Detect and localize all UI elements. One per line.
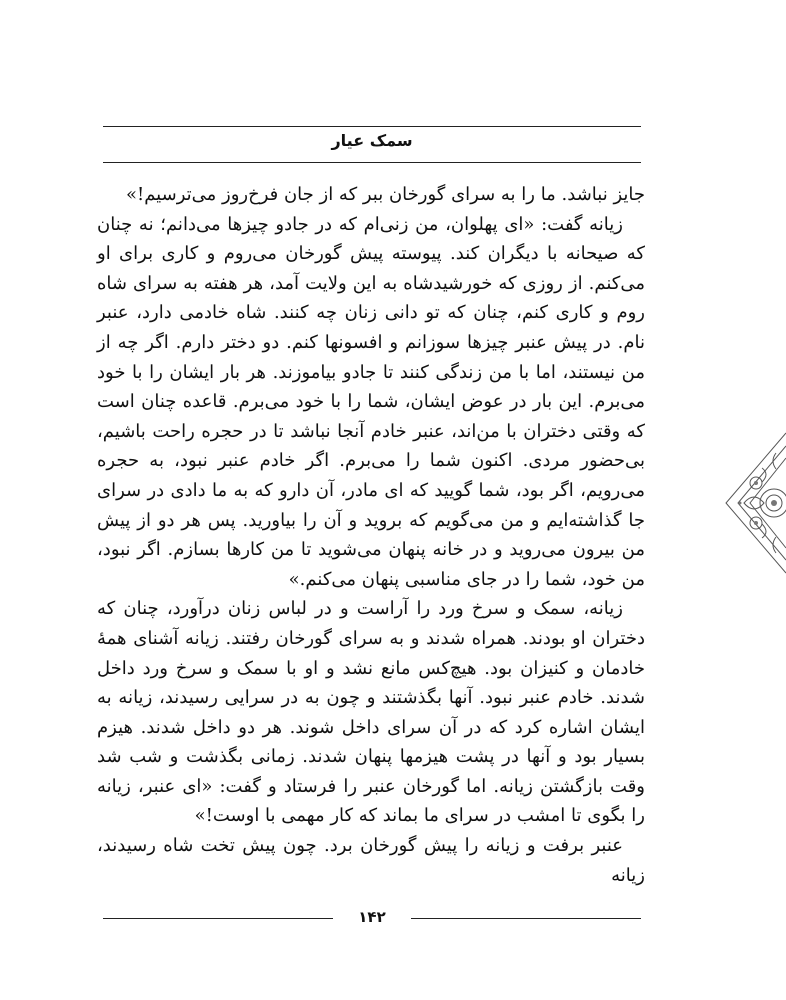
page-footer bbox=[103, 908, 641, 928]
paragraph: زیانه، سمک و سرخ ورد را آراست و در لباس زنان درآورد، چنان که دختران او بودند. همراه شدند و به سرای گورخان رفتند. زیانه آشنای همهٔ خادمان و کنیزان بود. هیچ‌کس مانع نشد و او با سمک و سرخ ورد داخل شدند. خادم عنبر نبود. آنها بگذشتند و چون به در سرایی رسیدند، زیانه به ایشان اشاره کرد که در آن سرای داخل شوند. هر دو داخل شدند. هیزم بسیار بود و آنها در پشت هیزمها پنهان شدند. زمانی بگذشت و شب شد وقت بازگشتن زیانه. اما گورخان عنبر را فرستاد و گفت: «ای عنبر، زیانه را بگوی تا امشب در سرای ما بماند که کار مهمی با اوست!» bbox=[97, 598, 645, 827]
header-rule-bottom bbox=[103, 162, 641, 163]
header-rule-top bbox=[103, 126, 641, 127]
paragraph: زیانه گفت: «ای پهلوان، من زنی‌ام که در جادو چیزها می‌دانم؛ نه چنان که صیحانه با دیگران کند. پیوسته پیش گورخان می‌روم و کاری برای او می‌کنم. از روزی که خورشیدشاه به این ولایت آمد، هر هفته به سرای شاه روم و کاری کنم، چنان که تو دانی زنان چه کنند. شاه خادمی دارد، عنبر نام. در پیش عنبر چیزها سوزانم و افسونها کنم. دو دختر دارم. اگر چه از من نیستند، اما با من زندگی کنند تا جادو بیاموزند. هر بار ایشان را با خود می‌برم. این بار در عوض ایشان، شما را با خود می‌برم. قاعده چنان است که وقتی دختران با من‌اند، عنبر خادم آنجا نباشد تا در حجره راحت باشیم، بی‌حضور مردی. اکنون شما را می‌برم. اگر خادم عنبر نبود، به حجره می‌رویم، اگر بود، شما گویید که ای مادر، آن دارو که به ما دادی در سرای جا گذاشته‌ایم و من می‌گویم که بروید و آن را بیاورید. پس هر دو از پیش من بیرون می‌روید و در خانه پنهان می‌شوید تا من کارها بسازم. اگر نبود، من خود، شما را در جای مناسبی پنهان می‌کنم.» bbox=[97, 213, 645, 590]
paragraph: عنبر برفت و زیانه را پیش گورخان برد. چون پیش تخت شاه رسیدند، زیانه bbox=[97, 835, 645, 886]
body-text bbox=[97, 180, 645, 890]
page-number: ۱۴۲ bbox=[358, 908, 386, 926]
running-title: سمک عیار bbox=[331, 131, 413, 150]
decorative-ornament-image bbox=[696, 428, 786, 578]
paragraph-continuation: جایز نباشد. ما را به سرای گورخان ببر که از جان فرخ‌روز می‌ترسیم!» bbox=[125, 184, 645, 205]
footer-rule-right bbox=[411, 918, 641, 919]
